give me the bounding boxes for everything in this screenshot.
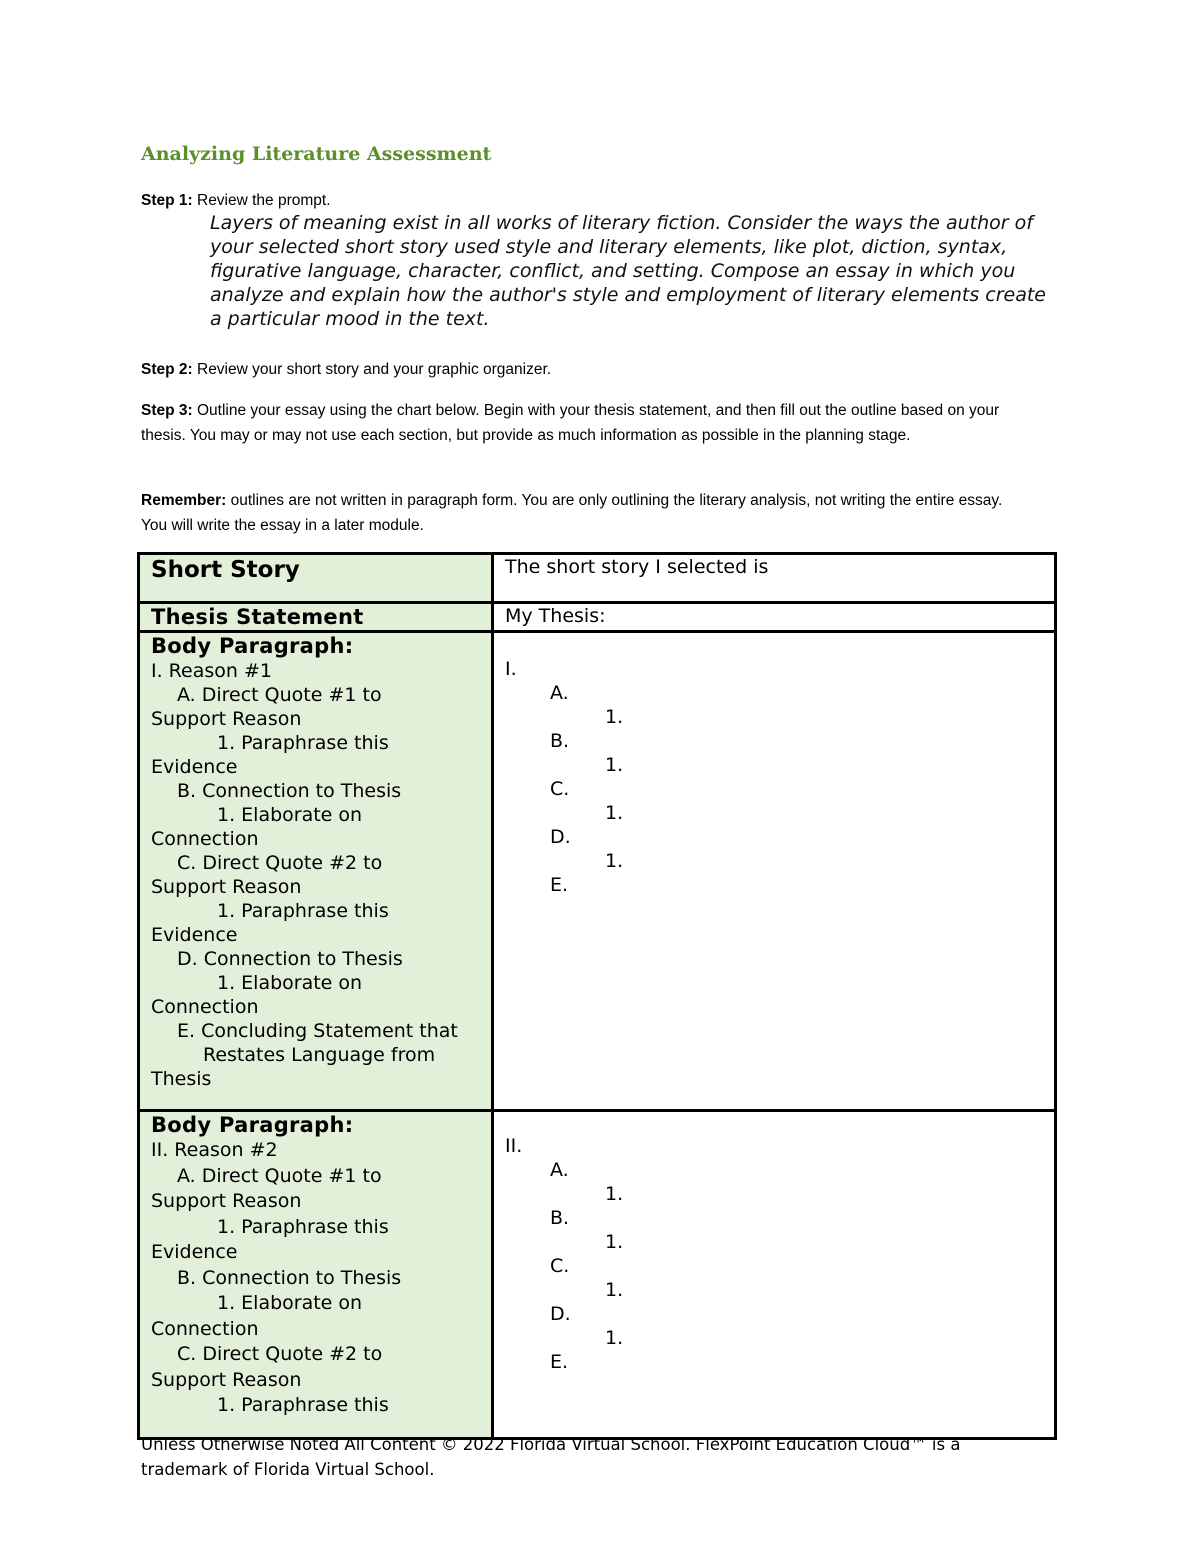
- thesis-row: [139, 603, 1056, 632]
- body-1-line: Restates Language from: [203, 1044, 436, 1066]
- body-2-outline-item: B.: [550, 1207, 570, 1229]
- body-2-outline-item: 1.: [605, 1231, 624, 1253]
- thesis-input-cell[interactable]: [493, 603, 1056, 632]
- remember-label: Remember:: [141, 492, 227, 509]
- footer-copyright: Unless Otherwise Noted All Content © 2022 Florida Virtual School. FlexPoint Education Cloud™ is a trademark of Florida Virtual School.: [141, 1435, 961, 1479]
- body-2-outline-item: C.: [550, 1255, 570, 1277]
- step-3-text: Outline your essay using the chart below. Begin with your thesis statement, and then fill out the outline based on your thesis. You may or may not use each section, but provide as much information as possible in the planning stage.: [141, 402, 1000, 444]
- body-2-outline-item: A.: [550, 1159, 569, 1181]
- step-2-label: Step 2:: [141, 361, 193, 378]
- body-1-line: 1. Paraphrase this: [217, 900, 389, 922]
- body-1-heading: Body Paragraph:: [151, 634, 354, 658]
- body-2-line: B. Connection to Thesis: [177, 1266, 402, 1289]
- body-1-line: I. Reason #1: [151, 660, 272, 682]
- body-2-label-cell: [139, 1111, 493, 1439]
- body-1-line: Connection: [151, 828, 259, 850]
- short-story-label-cell: [139, 554, 493, 603]
- body-1-line: Evidence: [151, 924, 238, 946]
- body-1-outline-cell[interactable]: [493, 632, 1056, 1111]
- body-1-outline-item: C.: [550, 778, 570, 800]
- body-1-outline-item: E.: [550, 874, 569, 896]
- body-1-line: 1. Elaborate on: [217, 972, 363, 994]
- body-2-line: II. Reason #2: [151, 1139, 278, 1161]
- body-1-outline-item: A.: [550, 682, 569, 704]
- prompt-text: Layers of meaning exist in all works of literary fiction. Consider the ways the author of your selected short story used style and literary elements, like plot, diction, syntax, figurative language, character, conflict, and setting. Compose an essay in which you analyze and explain how the author's style and employment of literary elements create a particular mood in the text.: [210, 212, 1046, 330]
- body-1-line: C. Direct Quote #2 to: [177, 852, 383, 874]
- body-2-line: Support Reason: [151, 1368, 302, 1391]
- body-2-line: C. Direct Quote #2 to: [177, 1343, 383, 1365]
- body-2-outline-item: II.: [505, 1135, 523, 1157]
- body-1-line: Support Reason: [151, 876, 302, 898]
- body-2-line: A. Direct Quote #1 to: [177, 1164, 382, 1187]
- body-2-line: 1. Elaborate on: [217, 1292, 363, 1314]
- step-2: [141, 357, 551, 382]
- short-story-row: [139, 554, 1056, 603]
- body-2-outline-item: E.: [550, 1351, 569, 1373]
- body-2-outline-item: 1.: [605, 1183, 624, 1205]
- body-1-outline-item: 1.: [605, 706, 624, 728]
- body-1-line: A. Direct Quote #1 to: [177, 684, 382, 706]
- body-1-line: E. Concluding Statement that: [177, 1020, 458, 1042]
- body-2-outline-item: D.: [550, 1303, 571, 1325]
- body-2-outline-item: 1.: [605, 1327, 624, 1349]
- short-story-input-cell[interactable]: [493, 554, 1056, 603]
- remember-note: [141, 488, 1021, 538]
- thesis-label-cell: [139, 603, 493, 632]
- body-1-outline-item: 1.: [605, 754, 624, 776]
- body-2-line: 1. Paraphrase this: [217, 1215, 389, 1238]
- remember-text: outlines are not written in paragraph form. You are only outlining the literary analysis, not writing the entire essay. You will write the essay in a later module.: [141, 492, 1003, 534]
- body-1-outline-item: B.: [550, 730, 570, 752]
- body-1-line: Connection: [151, 996, 259, 1018]
- body-2-line: Evidence: [151, 1241, 238, 1263]
- body-1-line: 1. Elaborate on: [217, 804, 363, 826]
- body-2-line: Support Reason: [151, 1190, 302, 1212]
- short-story-prompt: The short story I selected is: [505, 556, 769, 578]
- body-1-outline-item: 1.: [605, 802, 624, 824]
- step-3: [141, 398, 1021, 448]
- body-paragraph-1-row: [139, 632, 1056, 1111]
- body-1-line: Thesis: [151, 1068, 212, 1090]
- step-1-label: Step 1:: [141, 192, 193, 209]
- short-story-label: Short Story: [151, 557, 300, 583]
- body-2-outline-cell[interactable]: [493, 1111, 1056, 1439]
- outline-table: [137, 552, 1057, 1440]
- body-1-line: D. Connection to Thesis: [177, 948, 403, 970]
- step-2-text: Review your short story and your graphic organizer.: [192, 361, 552, 378]
- step-1: [141, 188, 331, 213]
- body-1-outline-item: I.: [505, 658, 517, 680]
- body-1-outline-item: 1.: [605, 850, 624, 872]
- body-paragraph-2-row: [139, 1111, 1056, 1439]
- thesis-label: Thesis Statement: [151, 605, 364, 629]
- body-1-label-cell: [139, 632, 493, 1111]
- body-1-line: 1. Paraphrase this: [217, 732, 389, 754]
- body-1-outline-item: D.: [550, 826, 571, 848]
- body-2-line: 1. Paraphrase this: [217, 1394, 389, 1416]
- thesis-prompt: My Thesis:: [505, 605, 606, 627]
- body-2-heading: Body Paragraph:: [151, 1113, 354, 1137]
- step-1-text: Review the prompt.: [192, 192, 331, 209]
- page-title: Analyzing Literature Assessment: [141, 143, 492, 165]
- body-1-line: B. Connection to Thesis: [177, 780, 402, 802]
- body-1-line: Evidence: [151, 756, 238, 778]
- body-2-line: Connection: [151, 1317, 259, 1340]
- step-3-label: Step 3:: [141, 402, 193, 419]
- body-2-outline-item: 1.: [605, 1279, 624, 1301]
- body-1-line: Support Reason: [151, 708, 302, 730]
